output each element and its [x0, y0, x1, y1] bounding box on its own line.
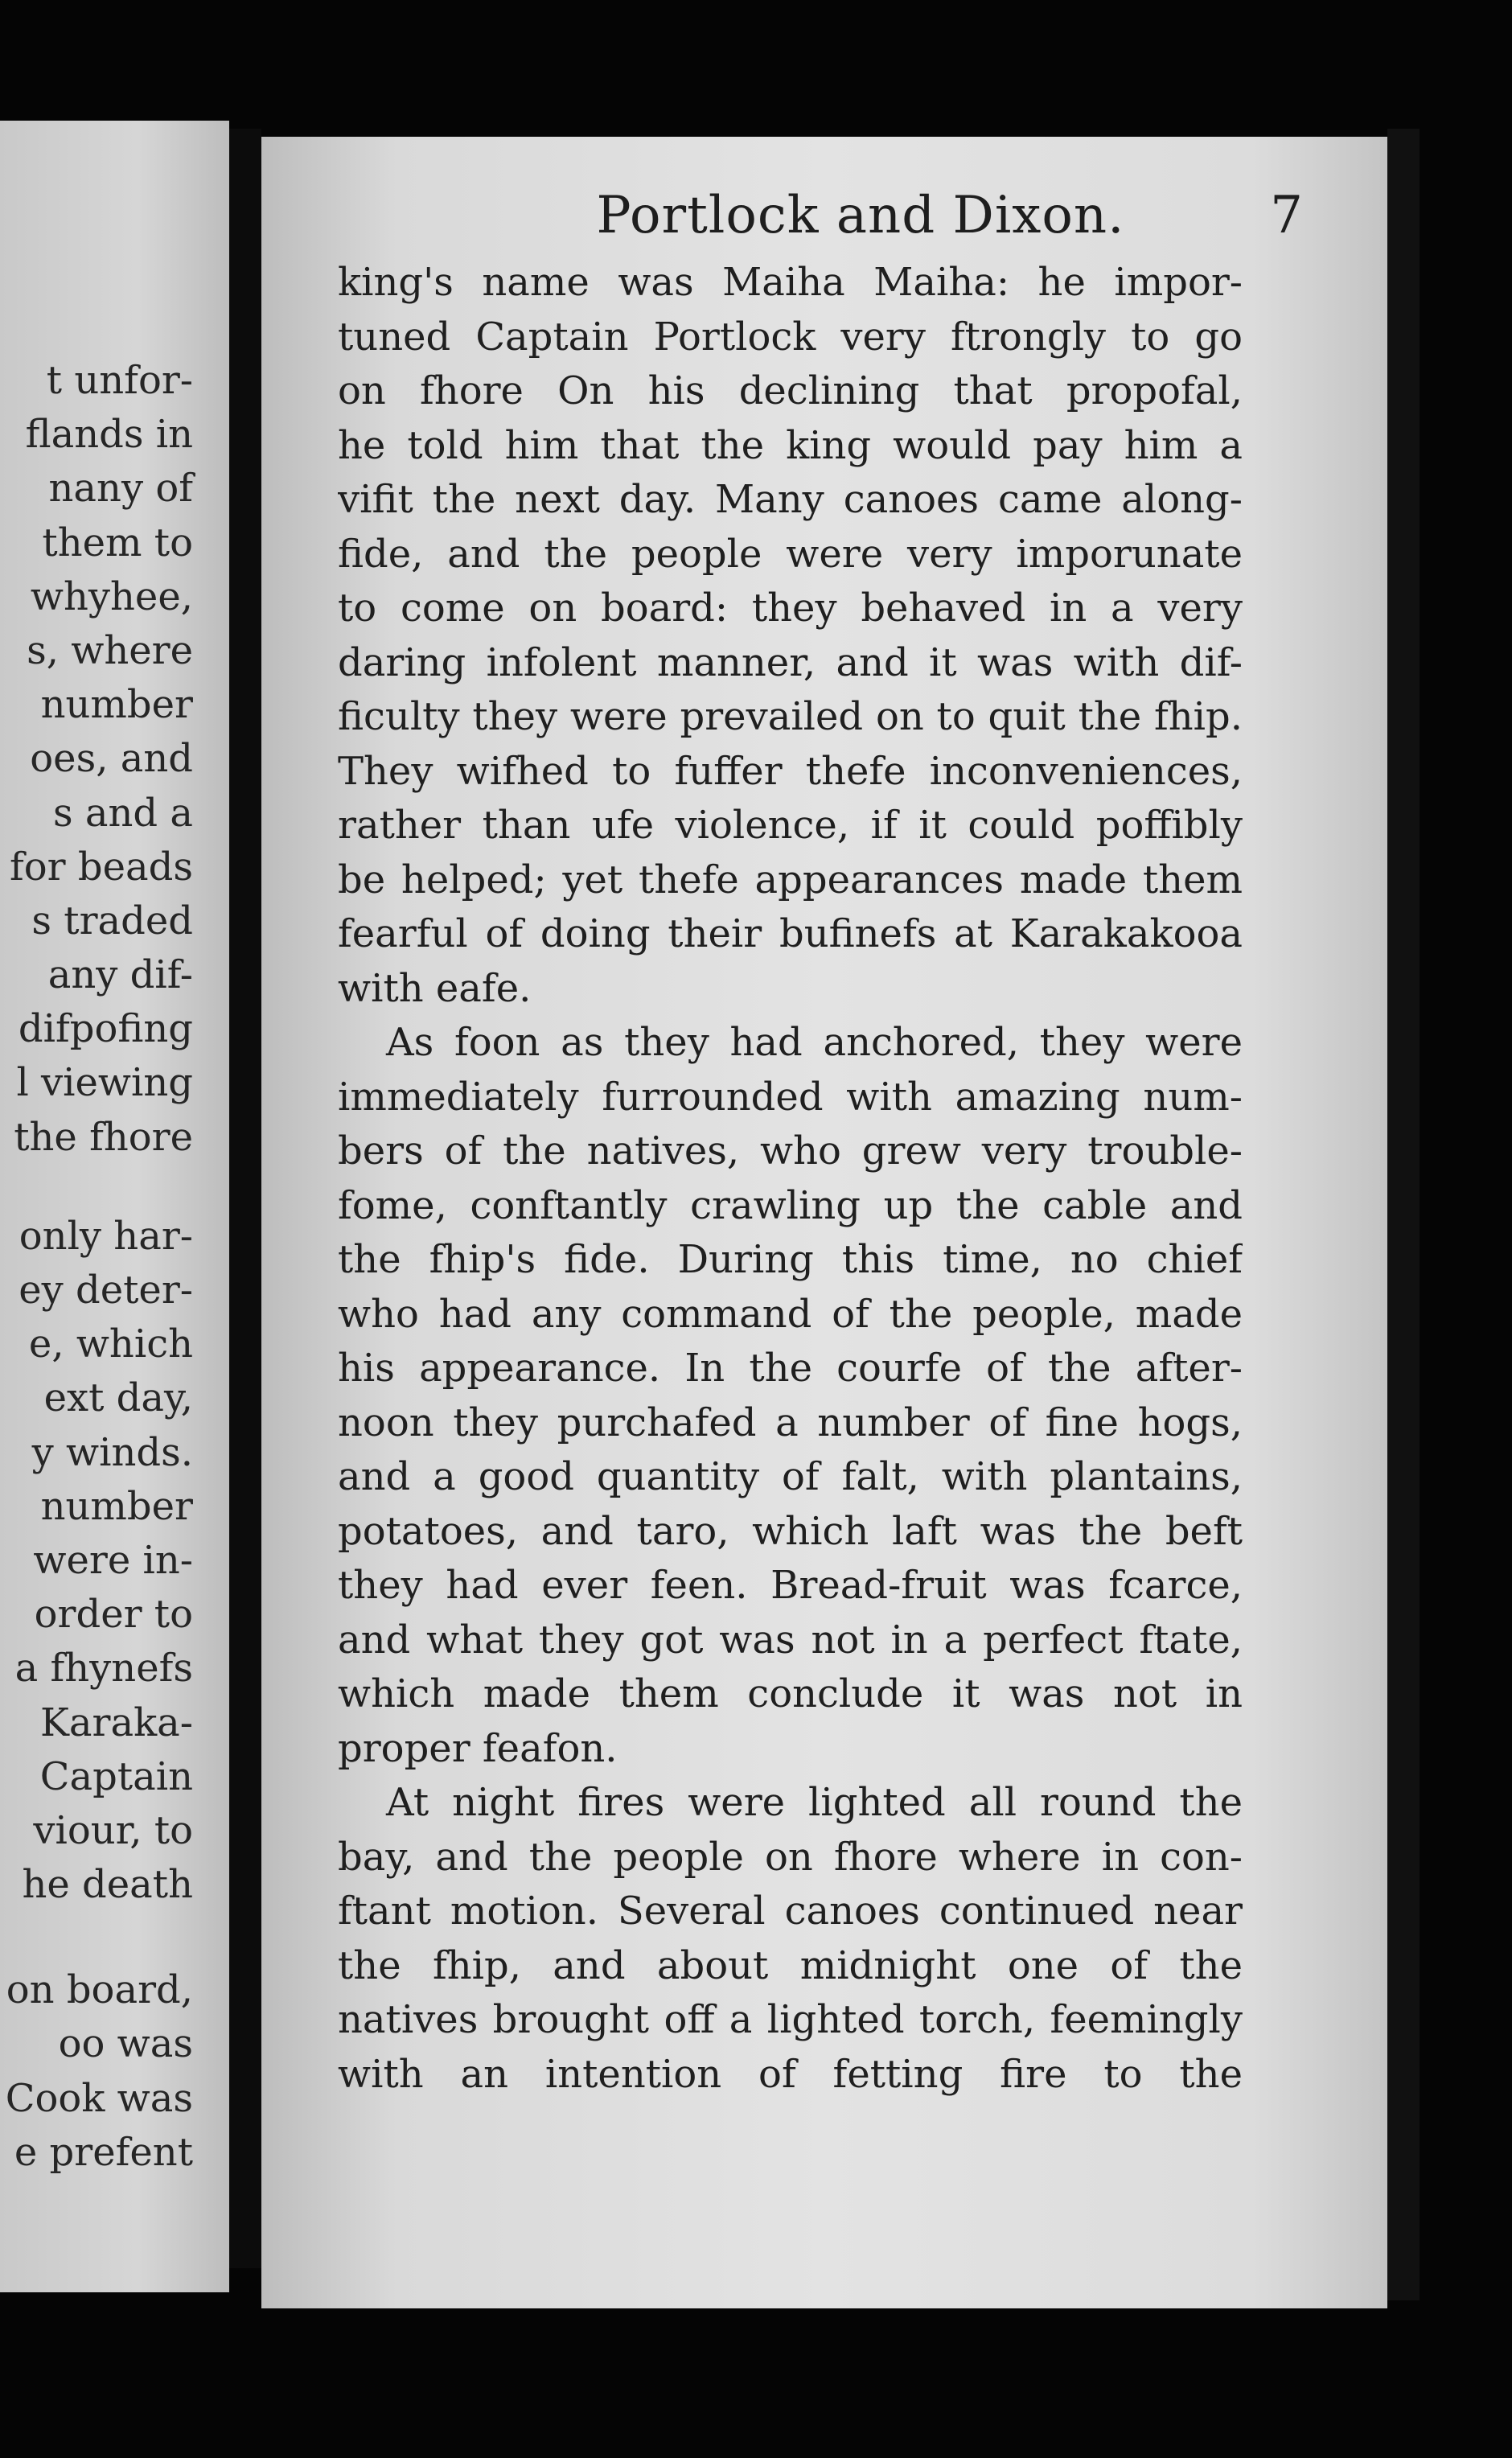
text-line: tuned Captain Portlock very ftrongly to go — [338, 314, 1243, 360]
left-line: flands in — [25, 412, 193, 458]
left-line: s, where — [27, 627, 193, 673]
left-line: for beads — [10, 844, 193, 890]
left-line-gap — [0, 1165, 193, 1210]
left-line: ext day, — [43, 1375, 193, 1421]
left-line: e prefent — [14, 2129, 193, 2175]
left-line: s traded — [31, 898, 193, 943]
text-line: which made them conclude it was not in — [338, 1671, 1243, 1716]
left-line: Captain — [39, 1753, 193, 1799]
text-line: noon they purchafed a number of fine hogs, — [338, 1400, 1243, 1445]
left-line: t unfor- — [46, 358, 193, 403]
left-line: any dif- — [47, 952, 193, 998]
left-line: oo was — [58, 2021, 193, 2067]
text-line: his appearance. In the courfe of the after- — [338, 1346, 1243, 1391]
left-line: l viewing — [16, 1060, 193, 1106]
left-line: difpofing — [18, 1006, 193, 1052]
text-line: natives brought off a lighted torch, feemingly — [338, 1997, 1243, 2042]
text-line: who had any command of the people, made — [338, 1291, 1243, 1337]
right-page — [261, 137, 1387, 2308]
left-line: Cook was — [5, 2075, 193, 2121]
text-line: king's name was Maiha Maiha: he impor- — [338, 260, 1243, 305]
left-line: them to — [42, 520, 193, 565]
text-line: on fhore On his declining that propofal, — [338, 368, 1243, 413]
left-line: were in- — [33, 1537, 193, 1583]
left-line: e, which — [28, 1321, 193, 1367]
left-line-gap — [0, 1912, 193, 1963]
left-page — [0, 121, 229, 2292]
left-line: he death — [22, 1862, 193, 1908]
left-line: ey deter- — [18, 1268, 193, 1313]
text-line: the fhip's fide. During this time, no chief — [338, 1237, 1243, 1282]
text-line: ftant motion. Several canoes continued near — [338, 1889, 1243, 1934]
running-head — [515, 175, 1303, 256]
text-line: fearful of doing their bufinefs at Karakakooa — [338, 911, 1243, 956]
left-line: whyhee, — [30, 573, 193, 619]
book-gutter — [229, 129, 261, 2268]
paragraph-3 — [338, 1776, 1243, 2102]
text-line: they had ever feen. Bread-fruit was fcarce, — [338, 1563, 1243, 1608]
left-line: a fhynefs — [14, 1646, 193, 1691]
text-line: rather than ufe violence, if it could poffibly — [338, 803, 1243, 848]
left-line: nany of — [48, 466, 193, 512]
text-line: They wifhed to fuffer thefe inconveniences, — [338, 748, 1243, 794]
text-line: bers of the natives, who grew very trouble- — [338, 1128, 1243, 1174]
text-line: with eafe. — [338, 965, 532, 1011]
text-line: bay, and the people on fhore where in con- — [338, 1834, 1243, 1880]
text-line: daring infolent manner, and it was with dif- — [338, 639, 1243, 685]
body-text — [338, 256, 1243, 2102]
text-line: be helped; yet thefe appearances made them — [338, 857, 1243, 902]
page-number: 7 — [1270, 186, 1303, 245]
text-line: At night fires were lighted all round the — [386, 1780, 1243, 1825]
left-line: Karaka- — [40, 1700, 193, 1745]
running-title: Portlock and Dixon. — [596, 186, 1125, 245]
text-line: ficulty they were prevailed on to quit the fhip. — [338, 694, 1243, 739]
left-line: order to — [34, 1592, 193, 1638]
text-line: with an intention of fetting fire to the — [338, 2051, 1243, 2097]
left-line: viour, to — [33, 1807, 193, 1853]
text-line: he told him that the king would pay him a — [338, 422, 1243, 468]
text-line: and a good quantity of falt, with plantains, — [338, 1454, 1243, 1499]
text-line: As foon as they had anchored, they were — [386, 1020, 1243, 1065]
left-line: oes, and — [30, 736, 193, 782]
text-line: and what they got was not in a perfect ftate, — [338, 1617, 1243, 1663]
paragraph-2 — [338, 1016, 1243, 1776]
left-line: on board, — [6, 1967, 193, 2013]
text-line: proper feafon. — [338, 1725, 618, 1771]
text-line: immediately furrounded with amazing num- — [338, 1074, 1243, 1120]
text-line: fome, conftantly crawling up the cable and — [338, 1182, 1243, 1228]
paragraph-1 — [338, 256, 1243, 1016]
left-line: the fhore — [14, 1114, 193, 1160]
book-edge — [1387, 129, 1420, 2300]
text-line: vifit the next day. Many canoes came along- — [338, 477, 1243, 522]
left-line: s and a — [52, 790, 193, 836]
text-line: the fhip, and about midnight one of the — [338, 1942, 1243, 1988]
left-line: number — [40, 682, 193, 728]
text-line: fide, and the people were very imporunate — [338, 531, 1243, 577]
text-line: to come on board: they behaved in a very — [338, 586, 1243, 631]
text-line: potatoes, and taro, which laft was the beft — [338, 1508, 1243, 1554]
left-line: number — [40, 1483, 193, 1529]
left-page-text — [0, 354, 193, 2180]
left-line: only har- — [18, 1213, 193, 1259]
left-line: y winds. — [31, 1429, 193, 1475]
